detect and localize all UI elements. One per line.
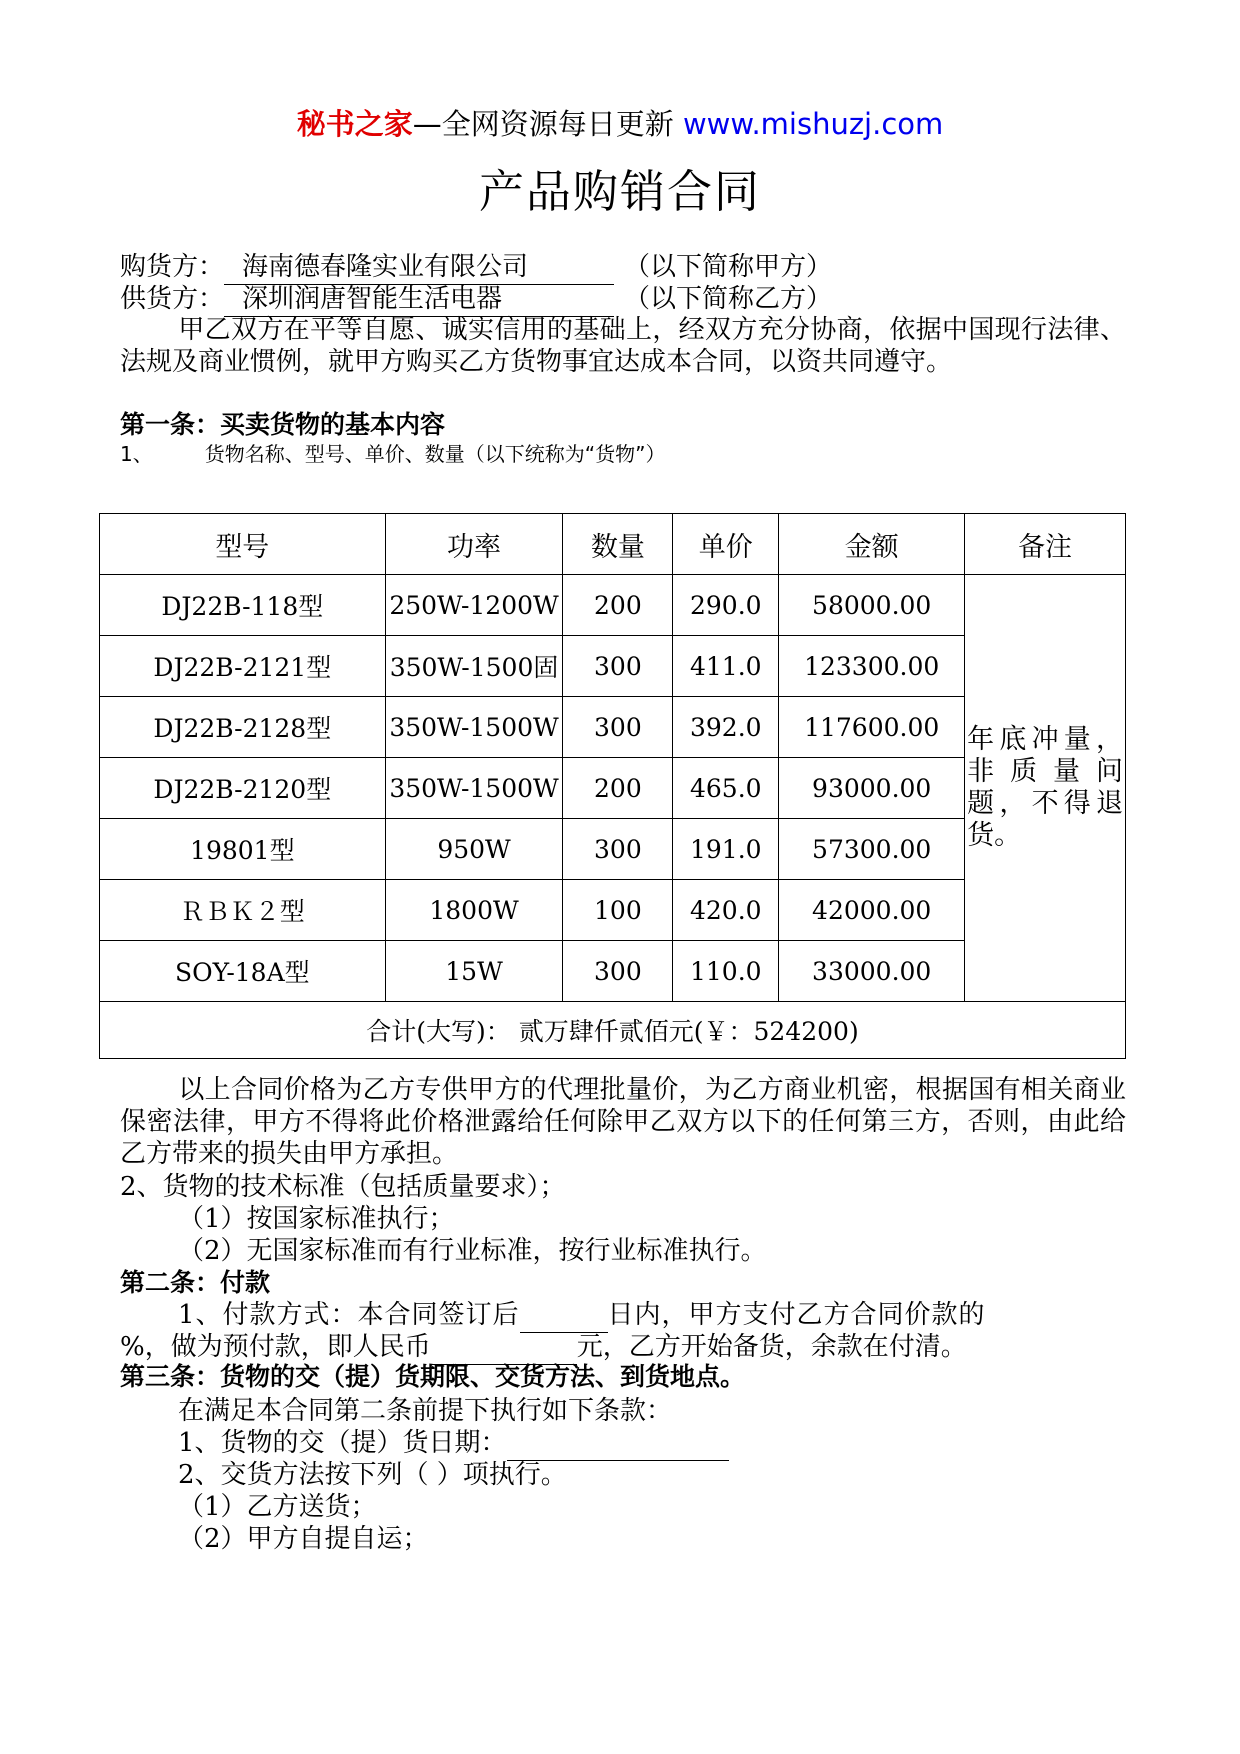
article1-item1 bbox=[120, 440, 665, 468]
article1-item2-1: （1）按国家标准执行； bbox=[178, 1204, 455, 1234]
col-header-quantity: 数量 bbox=[563, 514, 673, 575]
seller-note: （以下简称乙方） bbox=[624, 284, 833, 314]
intro-paragraph bbox=[120, 314, 1126, 378]
article1-item2: 2、货物的技术标准（包括质量要求）； bbox=[120, 1172, 566, 1202]
article1-item2-2: （2）无国家标准而有行业标准，按行业标准执行。 bbox=[178, 1236, 767, 1266]
col-header-model: 型号 bbox=[100, 514, 386, 575]
price-note-paragraph bbox=[120, 1074, 1126, 1170]
goods-table bbox=[99, 513, 1126, 1059]
seller-line bbox=[120, 282, 832, 317]
total-cell: 合计(大写)： 贰万肆仟贰佰元(￥：524200) bbox=[100, 1002, 1126, 1059]
article3-intro: 在满足本合同第二条前提下执行如下条款： bbox=[178, 1396, 673, 1426]
col-header-power: 功率 bbox=[385, 514, 563, 575]
power-cell: 15W bbox=[385, 941, 563, 1002]
model-cell: DJ22B-2121型 bbox=[100, 636, 386, 697]
model-cell: DJ22B-2128型 bbox=[100, 697, 386, 758]
seller-name: 深圳润唐智能生活电器 bbox=[224, 282, 614, 317]
col-header-remark: 备注 bbox=[965, 514, 1126, 575]
quantity-cell: 300 bbox=[563, 697, 673, 758]
col-header-amount: 金额 bbox=[779, 514, 965, 575]
days-blank bbox=[520, 1298, 608, 1333]
article2-line2-a: %，做为预付款，即人民币 bbox=[120, 1332, 431, 1362]
article3-heading: 第三条：货物的交（提）货期限、交货方法、到货地点。 bbox=[120, 1362, 746, 1391]
col-header-unit-price: 单价 bbox=[673, 514, 779, 575]
power-cell: 1800W bbox=[385, 880, 563, 941]
unit-price-cell: 191.0 bbox=[673, 819, 779, 880]
buyer-name: 海南德春隆实业有限公司 bbox=[224, 250, 614, 285]
amount-cell: 123300.00 bbox=[779, 636, 965, 697]
model-cell: DJ22B-2120型 bbox=[100, 758, 386, 819]
buyer-note: （以下简称甲方） bbox=[624, 252, 833, 282]
article1-heading: 第一条：买卖货物的基本内容 bbox=[120, 410, 446, 439]
power-cell: 350W-1500固 bbox=[385, 636, 563, 697]
unit-price-cell: 110.0 bbox=[673, 941, 779, 1002]
model-cell: ＲＢＫ２型 bbox=[100, 880, 386, 941]
unit-price-cell: 411.0 bbox=[673, 636, 779, 697]
remark-cell: 年底冲量，非质量问题，不得退货。 bbox=[965, 575, 1126, 1002]
power-cell: 250W-1200W bbox=[385, 575, 563, 636]
brand-name: 秘书之家 bbox=[296, 107, 413, 141]
buyer-line bbox=[120, 250, 832, 285]
site-url-link[interactable]: www.mishuzj.com bbox=[682, 107, 944, 141]
amount-cell: 42000.00 bbox=[779, 880, 965, 941]
power-cell: 350W-1500W bbox=[385, 697, 563, 758]
unit-price-cell: 290.0 bbox=[673, 575, 779, 636]
unit-price-cell: 465.0 bbox=[673, 758, 779, 819]
price-note-text: 以上合同价格为乙方专供甲方的代理批量价，为乙方商业机密，根据国有相关商业保密法律，甲方不得将此价格泄露给任何除甲乙双方以下的任何第三方，否则，由此给乙方带来的损失由甲方承担。 bbox=[120, 1075, 1126, 1169]
model-cell: DJ22B-118型 bbox=[100, 575, 386, 636]
article3-item2: 2、交货方法按下列（ ）项执行。 bbox=[178, 1460, 567, 1490]
article3-option2: （2）甲方自提自运； bbox=[178, 1524, 429, 1554]
power-cell: 950W bbox=[385, 819, 563, 880]
quantity-cell: 300 bbox=[563, 636, 673, 697]
amount-cell: 117600.00 bbox=[779, 697, 965, 758]
buyer-label: 购货方： bbox=[120, 252, 225, 282]
amount-cell: 57300.00 bbox=[779, 819, 965, 880]
article3-item1-text: 1、货物的交（提）货日期： bbox=[178, 1428, 507, 1458]
quantity-cell: 200 bbox=[563, 575, 673, 636]
document-title: 产品购销合同 bbox=[478, 165, 761, 218]
quantity-cell: 300 bbox=[563, 941, 673, 1002]
quantity-cell: 100 bbox=[563, 880, 673, 941]
quantity-cell: 300 bbox=[563, 819, 673, 880]
table-header-row bbox=[100, 514, 1126, 575]
table-total-row bbox=[100, 1002, 1126, 1059]
unit-price-cell: 392.0 bbox=[673, 697, 779, 758]
amount-cell: 93000.00 bbox=[779, 758, 965, 819]
article3-option1: （1）乙方送货； bbox=[178, 1492, 377, 1522]
amount-cell: 58000.00 bbox=[779, 575, 965, 636]
article2-heading: 第二条：付款 bbox=[120, 1268, 271, 1297]
article2-line2-b: 元，乙方开始备货，余款在付清。 bbox=[576, 1332, 967, 1362]
intro-text: 甲乙双方在平等自愿、诚实信用的基础上，经双方充分协商，依据中国现行法律、法规及商业惯例，就甲方购买乙方货物事宜达成本合同，以资共同遵守。 bbox=[120, 315, 1126, 377]
unit-price-cell: 420.0 bbox=[673, 880, 779, 941]
article1-item1-num: 1、 bbox=[120, 442, 153, 466]
delivery-date-blank bbox=[507, 1426, 729, 1461]
model-cell: SOY-18A型 bbox=[100, 941, 386, 1002]
amount-cell: 33000.00 bbox=[779, 941, 965, 1002]
quantity-cell: 200 bbox=[563, 758, 673, 819]
article2-line1-b: 日内，甲方支付乙方合同价款的 bbox=[607, 1300, 986, 1330]
model-cell: 19801型 bbox=[100, 819, 386, 880]
seller-label: 供货方： bbox=[120, 284, 225, 314]
article2-line1 bbox=[178, 1298, 986, 1333]
table-row bbox=[100, 575, 1126, 636]
site-header bbox=[0, 104, 1240, 144]
site-slogan: —全网资源每日更新 bbox=[412, 107, 683, 141]
article3-item1 bbox=[178, 1426, 729, 1461]
article1-item1-text: 货物名称、型号、单价、数量（以下统称为“货物”） bbox=[204, 442, 666, 466]
article2-line1-a: 1、付款方式：本合同签订后 bbox=[178, 1300, 520, 1330]
power-cell: 350W-1500W bbox=[385, 758, 563, 819]
